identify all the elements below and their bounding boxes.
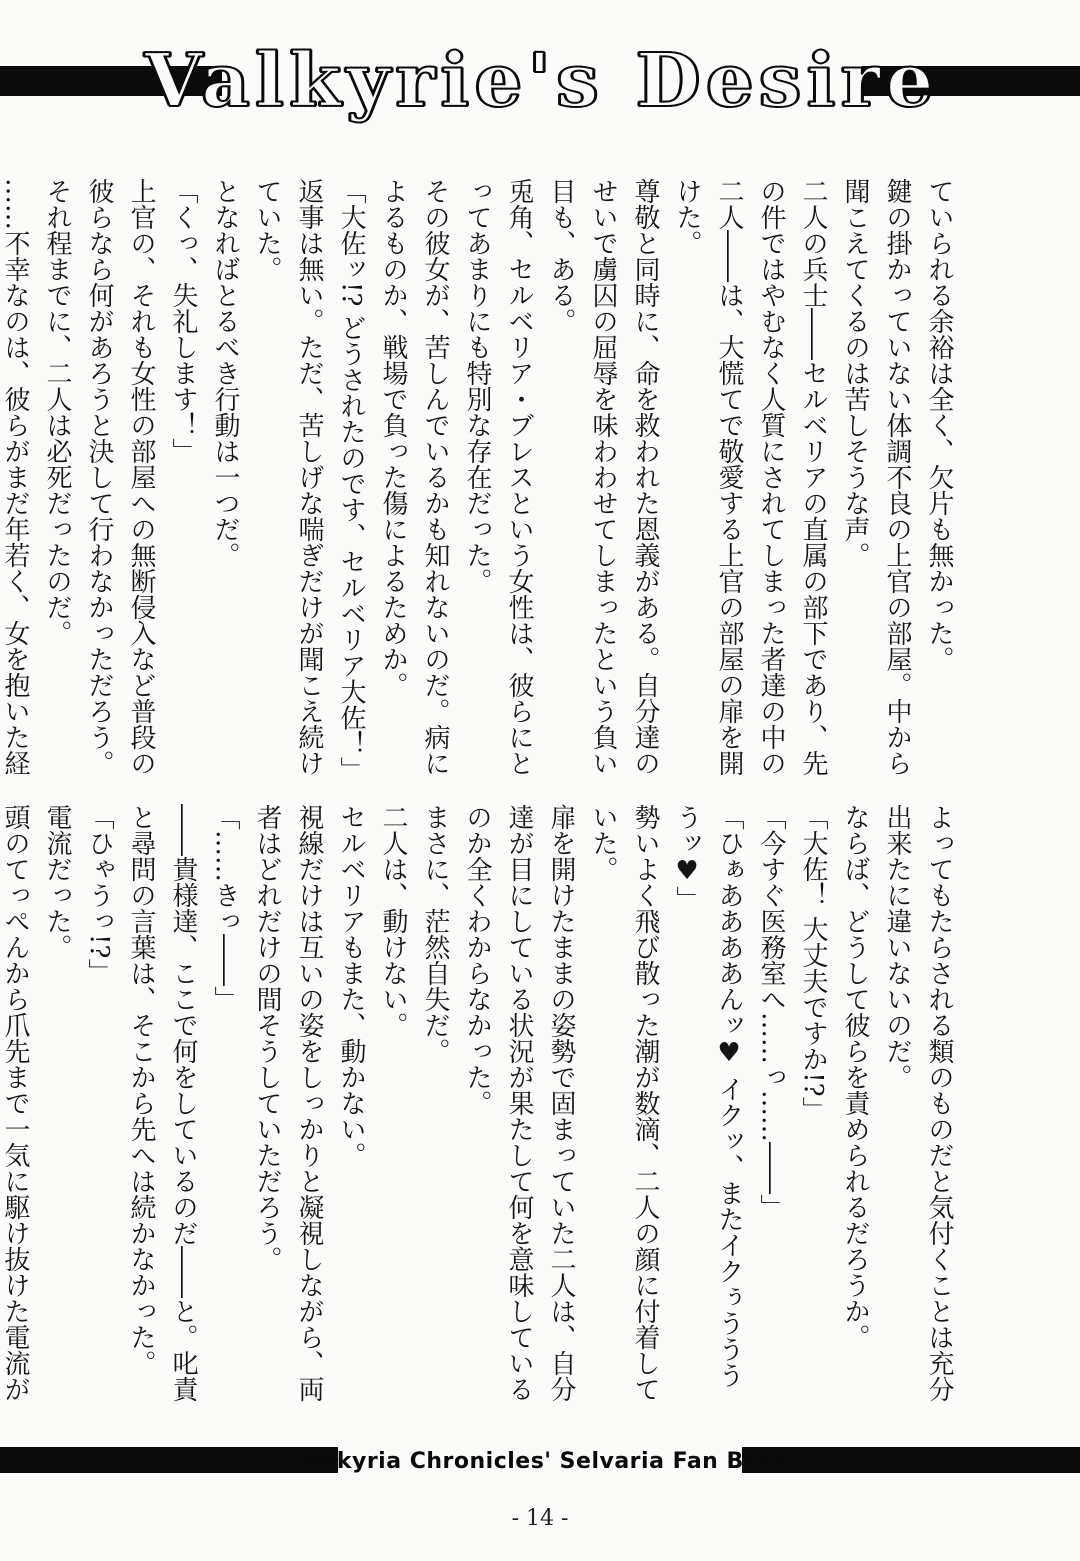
footer-book-title: 'Valkyria Chronicles' Selvaria Fan Book (289, 1448, 791, 1474)
paragraph: 二人は、動けない。 (378, 804, 408, 1038)
page-number: - 14 - (511, 1506, 569, 1531)
paragraph: 「ひぁああああんッ♥ イクッ、またイクぅううううッ♥」 (672, 804, 744, 1389)
bottom-text-column (0, 804, 960, 1410)
paragraph: 二人の兵士――セルベリアの直属の部下であり、先の件ではやむなく人質にされてしまった者達の中の二人――は、大慌てで敬愛する上官の部屋の扉を開けた。 (672, 178, 828, 776)
paragraph: その彼女が、苦しんでいるかも知れないのだ。病によるものか、戦場で負った傷によるためか。 (378, 178, 450, 776)
paragraph: 返事は無い。ただ、苦しげな喘ぎだけが聞こえ続けていた。 (252, 178, 324, 776)
paragraph: ……不幸なのは、彼らがまだ年若く、女を抱いた経 (0, 178, 30, 776)
paragraph: 勢いよく飛び散った潮が数滴、二人の顔に付着していた。 (588, 804, 660, 1402)
page-title: Valkyrie's Desire (144, 38, 940, 124)
paragraph: 「……きっ――」 (210, 804, 240, 1012)
header-title-plate (144, 36, 940, 126)
paragraph: 「大佐！ 大丈夫ですか!?」 (798, 804, 828, 1123)
paragraph: ならば、どうして彼らを責められるだろうか。 (840, 804, 870, 1350)
paragraph: 「大佐ッ!? どうされたのです、セルベリア大佐！」 (336, 178, 366, 783)
paragraph: 「今すぐ医務室へ……っ……――」 (756, 804, 786, 1220)
paragraph: ――貴様達、ここで何をしているのだ――と。叱責と尋問の言葉は、そこから先へは続かなかった。 (126, 804, 198, 1402)
paragraph: まさに、茫然自失だ。 (420, 804, 450, 1064)
paragraph: 尊敬と同時に、命を救われた恩義がある。自分達のせいで虜囚の屈辱を味わわせてしまったという負い目も、ある。 (546, 178, 660, 776)
paragraph: 視線だけは互いの姿をしっかりと凝視しながら、両者はどれだけの間そうしていただろう。 (252, 804, 324, 1402)
paragraph: となればとるべき行動は一つだ。 (210, 178, 240, 568)
paragraph: 電流だった。 (42, 804, 72, 960)
paragraph: 扉を開けたままの姿勢で固まっていた二人は、自分達が目にしている状況が果たして何を意味しているのか全くわからなかった。 (462, 804, 576, 1402)
paragraph: ていられる余裕は全く、欠片も無かった。 (924, 178, 954, 672)
paragraph: 鍵の掛かっていない体調不良の上官の部屋。中から聞こえてくるのは苦しそうな声。 (840, 178, 912, 776)
paragraph: 「ひゃうっ!?」 (84, 804, 114, 985)
paragraph: 「くっ、失礼します！」 (168, 178, 198, 464)
paragraph: 上官の、それも女性の部屋への無断侵入など普段の彼らなら何があろうと決して行わなかっただろう。それ程までに、二人は必死だったのだ。 (42, 178, 156, 776)
paragraph: 頭のてっぺんから爪先まで一気に駆け抜けた電流が (0, 804, 30, 1402)
paragraph: セルベリアもまた、動かない。 (336, 804, 366, 1168)
footer-label-plate (289, 1444, 791, 1478)
paragraph: 兎角、セルベリア・ブレスという女性は、彼らにとってあまりにも特別な存在だった。 (462, 178, 534, 776)
paragraph: よってもたらされる類のものだと気付くことは充分出来たに違いないのだ。 (882, 804, 954, 1402)
top-text-column (0, 178, 960, 783)
